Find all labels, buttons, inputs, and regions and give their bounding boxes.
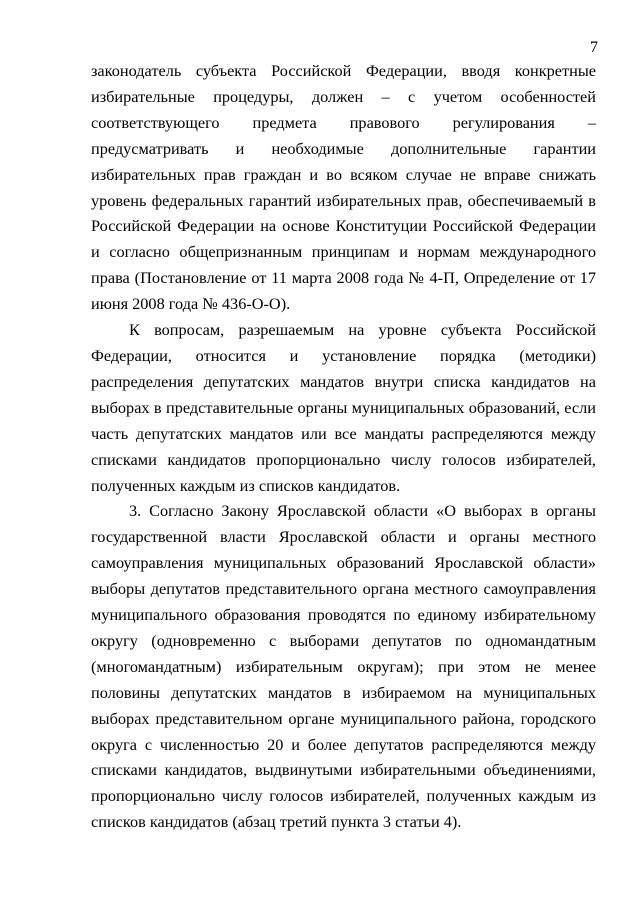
paragraph-regional-competence: К вопросам, разрешаемым на уровне субъекта Российской Федерации, относится и установление порядка (методики) распределения депутатских мандатов внутри списка кандидатов на выборах в представительные органы муниципальных образований, если часть депутатских мандатов или все мандаты распределяются между списками кандидатов пропорционально числу голосов избирателей, полученных каждым из списков кандидатов. [91, 320, 596, 495]
document-body [91, 58, 596, 835]
page-number: 7 [590, 39, 598, 56]
paragraph-yaroslavl-law: 3. Согласно Закону Ярославской области «О выборах в органы государственной власти Ярославской области и органы местного самоуправления муниципальных образований Ярославской области» выборы депутатов представительного органа местного самоуправления муниципального образования проводятся по единому избирательному округу (одновременно с выборами депутатов по одномандатным (многомандатным) избирательным округам); при этом не менее половины депутатских мандатов в избираемом на муниципальных выборах представительном органе муниципального района, городского округа с численностью 20 и более депутатов распределяются между списками кандидатов, выдвинутыми избирательными объединениями, пропорционально числу голосов избирателей, полученных каждым из списков кандидатов (абзац третий пункта 3 статьи 4). [91, 501, 596, 832]
paragraph-continued: законодатель субъекта Российской Федерации, вводя конкретные избирательные процедуры, должен – с учетом особенностей соответствующего предмета правового регулирования – предусматривать и необходимые дополнительные гарантии избирательных прав граждан и во всяком случае не вправе снижать уровень федеральных гарантий избирательных прав, обеспечиваемый в Российской Федерации на основе Конституции Российской Федерации и согласно общепризнанным принципам и нормам международного права (Постановление от 11 марта 2008 года № 4-П, Определение от 17 июня 2008 года № 436-О-О). [91, 61, 596, 314]
